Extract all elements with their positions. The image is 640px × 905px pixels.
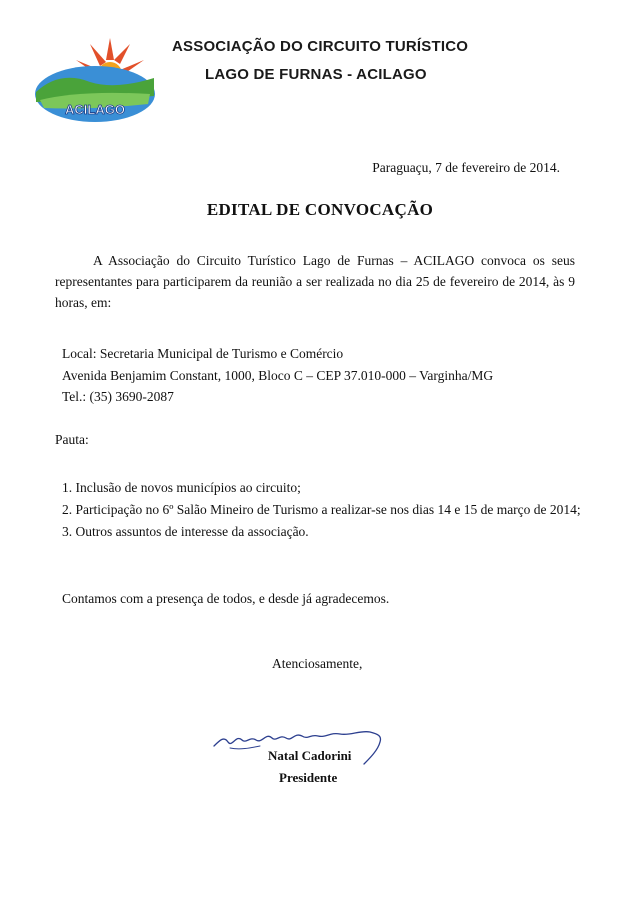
agenda-heading: Pauta:: [55, 432, 89, 447]
document-title: EDITAL DE CONVOCAÇÃO: [206, 200, 434, 219]
agenda-item: 2. Participação no 6º Salão Mineiro de Turismo a realizar-se nos dias 14 e 15 de março de 2014;: [62, 502, 581, 517]
agenda-item: 3. Outros assuntos de interesse da associação.: [62, 524, 309, 539]
closing-sentence: Contamos com a presença de todos, e desde já agradecemos.: [62, 591, 390, 606]
org-name-line2: LAGO DE FURNAS - ACILAGO: [205, 66, 427, 83]
document-date: Paraguaçu, 7 de fevereiro de 2014.: [372, 160, 560, 175]
location-address: Avenida Benjamim Constant, 1000, Bloco C – CEP 37.010-000 – Varginha/MG: [62, 368, 494, 383]
logo-text: ACILAGO: [65, 102, 125, 117]
location-venue: Local: Secretaria Municipal de Turismo e Comércio: [62, 346, 344, 361]
org-name-line1: ASSOCIAÇÃO DO CIRCUITO TURÍSTICO: [172, 38, 469, 55]
agenda-item: 1. Inclusão de novos municípios ao circuito;: [62, 480, 301, 495]
signatory-role: Presidente: [279, 770, 338, 785]
acilago-logo: [30, 30, 160, 125]
regards: Atenciosamente,: [272, 656, 363, 671]
intro-paragraph: A Associação do Circuito Turístico Lago de Furnas – ACILAGO convoca os seus representantes para participarem da reunião a ser realizada no dia 25 de fevereiro de 2014, às 9 horas, em:: [55, 253, 575, 310]
signatory-name: Natal Cadorini: [268, 748, 352, 763]
location-phone: Tel.: (35) 3690-2087: [62, 389, 174, 404]
